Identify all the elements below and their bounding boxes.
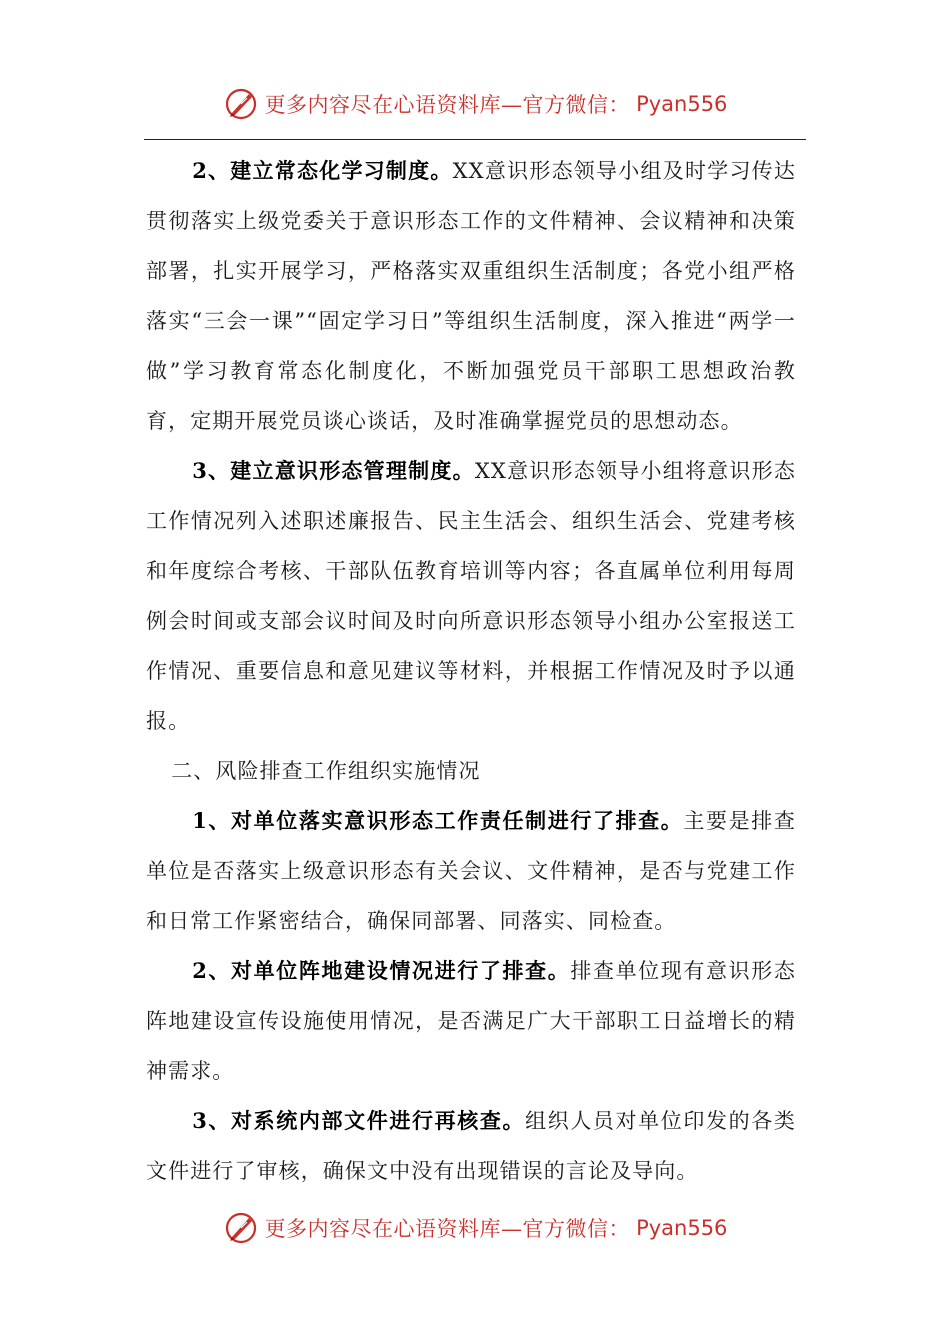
paragraph-text: XX意识形态领导小组及时学习传达贯彻落实上级党委关于意识形态工作的文件精神、会议精神和决策部署，扎实开展学习，严格落实双重组织生活制度；各党小组严格落实“三会一课”“固定学习日”等组织生活制度，深入推进“两学一做”学习教育常态化制度化，不断加强党员干部职工思想政治教育，定期开展党员谈心谈话，及时准确掌握党员的思想动态。	[146, 159, 797, 433]
paragraph-heading: 2、建立常态化学习制度。	[192, 158, 453, 183]
document-body	[146, 146, 796, 1196]
paragraph-responsibility-check	[146, 796, 796, 946]
paragraph-text: 组织人员对单位印发的各类文件进行了审核，确保文中没有出现错误的言论及导向。	[146, 1109, 796, 1183]
footer-banner	[0, 1206, 950, 1250]
paragraph-heading: 3、建立意识形态管理制度。	[192, 458, 475, 483]
paragraph-text: 主要是排查单位是否落实上级意识形态有关会议、文件精神，是否与党建工作和日常工作紧密结合，确保同部署、同落实、同检查。	[146, 809, 796, 933]
paragraph-heading: 1、对单位落实意识形态工作责任制进行了排查。	[192, 808, 684, 833]
header-divider	[144, 139, 806, 140]
quill-logo-icon	[223, 1210, 259, 1246]
paragraph-management-system	[146, 446, 796, 746]
quill-logo-icon	[223, 86, 259, 122]
paragraph-heading: 3、对系统内部文件进行再核查。	[192, 1108, 526, 1133]
section-heading: 二、风险排查工作组织实施情况	[171, 759, 481, 783]
header-banner-text: 更多内容尽在心语资料库—官方微信：	[264, 93, 631, 117]
footer-banner-text: 更多内容尽在心语资料库—官方微信：	[264, 1217, 631, 1241]
paragraph-document-check	[146, 1096, 796, 1196]
header-wechat-id: Pyan556	[636, 92, 728, 116]
paragraph-text: 排查单位现有意识形态阵地建设宣传设施使用情况，是否满足广大干部职工日益增长的精神需求。	[146, 959, 797, 1083]
paragraph-learning-system	[146, 146, 796, 446]
paragraph-heading: 2、对单位阵地建设情况进行了排查。	[192, 958, 571, 983]
header-banner	[0, 82, 950, 126]
footer-wechat-id: Pyan556	[636, 1216, 728, 1240]
paragraph-text: XX意识形态领导小组将意识形态工作情况列入述职述廉报告、民主生活会、组织生活会、党建考核和年度综合考核、干部队伍教育培训等内容；各直属单位利用每周例会时间或支部会议时间及时向所意识形态领导小组办公室报送工作情况、重要信息和意见建议等材料，并根据工作情况及时予以通报。	[146, 459, 796, 733]
paragraph-position-check	[146, 946, 796, 1096]
